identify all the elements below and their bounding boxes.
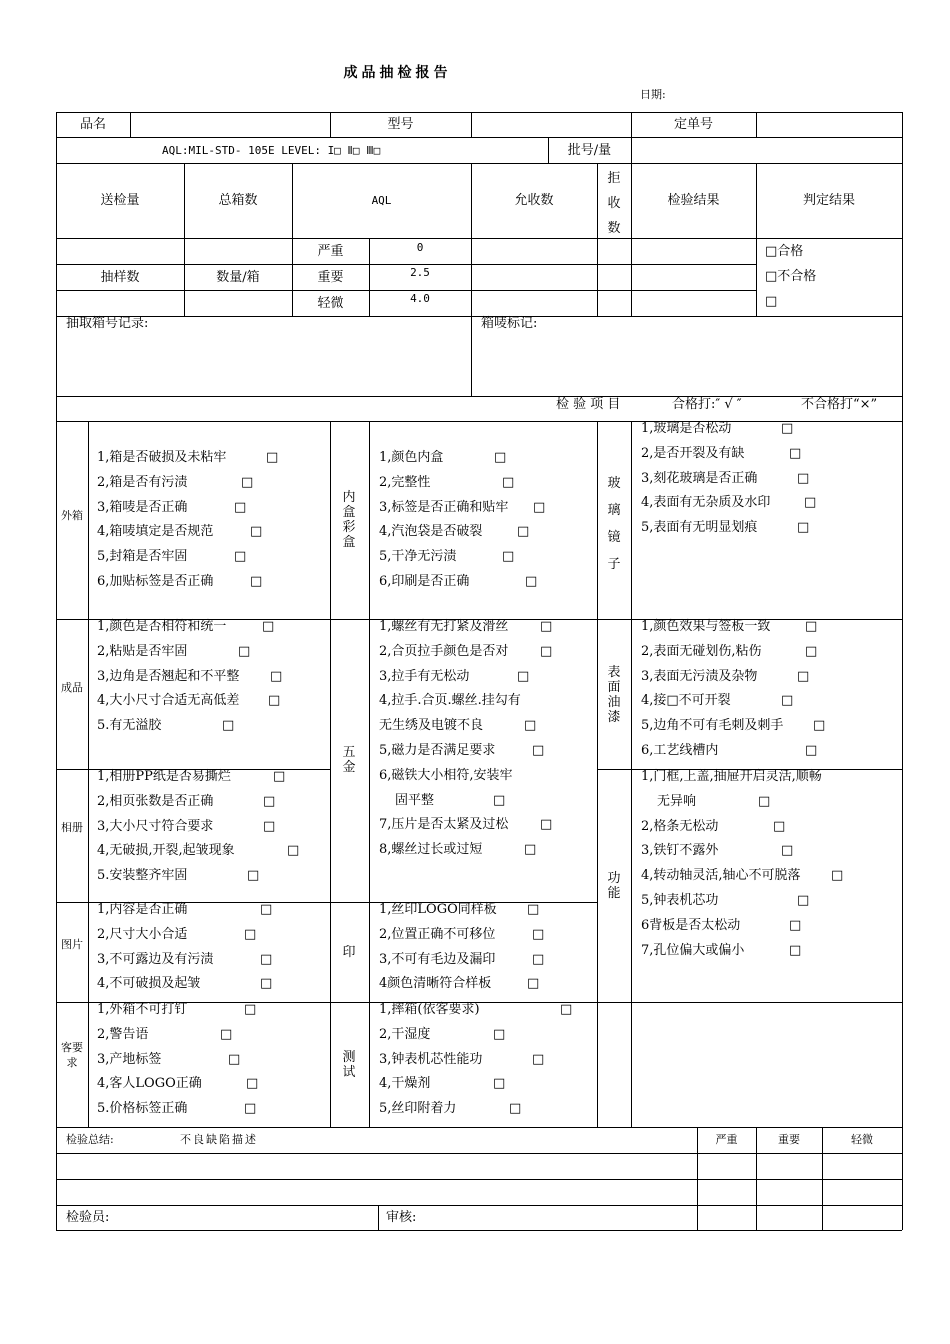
inspection-checkbox-inner-box-6[interactable]: □ (525, 574, 538, 589)
inspection-item-function-1: 1,门框,上盖,抽屉开启灵活,顺畅 (641, 769, 822, 784)
section-title-paint: 表面油漆 (607, 665, 621, 725)
inspection-item-test-3: 3,钟表机芯性能功 (379, 1051, 483, 1067)
date-label: 日期: (640, 88, 666, 101)
inspection-item-hardware-3: 3,拉手有无松动 (379, 668, 470, 684)
inspection-checkbox-print-2[interactable]: □ (532, 926, 545, 942)
order-no-label: 定单号 (673, 117, 713, 132)
inspection-item-print-4: 4颜色清晰符合样板 (379, 976, 492, 992)
inspection-item-hardware-9: 7,压片是否太紧及过松 (379, 817, 509, 833)
inspection-item-test-5: 5,丝印附着力 (379, 1101, 457, 1117)
inspection-item-product-2: 2,粘贴是否牢固 (97, 643, 188, 659)
inspection-item-outer-box-2: 2,箱是否有污渍 (97, 474, 188, 490)
inspection-item-album-3: 3,大小尺寸符合要求 (97, 818, 214, 834)
inspection-item-hardware-10: 8,螺丝过长或过短 (379, 842, 483, 858)
inspection-item-print-3: 3,不可有毛边及漏印 (379, 951, 496, 967)
report-title: 成品抽检报告 (343, 65, 452, 81)
inspection-checkbox-picture-1[interactable]: □ (260, 902, 273, 917)
inspection-item-function-7: 6背板是否太松动 (641, 917, 741, 933)
product-name-field[interactable] (131, 113, 329, 136)
inspection-checkbox-paint-5[interactable]: □ (813, 718, 826, 734)
inspection-item-glass-4: 4,表面有无杂质及水印 (641, 495, 771, 511)
inspection-item-function-3: 2,格条无松动 (641, 818, 719, 834)
inspection-item-function-2: 无异响 (657, 793, 697, 809)
inspection-item-hardware-2: 2,合页拉手颜色是否对 (379, 643, 509, 659)
inspection-checkbox-inner-box-4[interactable]: □ (517, 524, 530, 540)
inspection-checkbox-product-1[interactable]: □ (262, 619, 275, 634)
inspection-item-hardware-7: 6,磁铁大小相符,安装牢 (379, 767, 513, 783)
aql-standard: AQL:MIL-STD- 105E LEVEL: I□ Ⅱ□ Ⅲ□ (162, 144, 381, 157)
aql-major-label: 重要 (317, 270, 344, 285)
inspection-checkbox-hardware-10[interactable]: □ (524, 842, 537, 858)
section-title-outer-box: 外箱 (61, 509, 83, 522)
shipping-mark-field[interactable] (472, 334, 901, 394)
inspection-checkbox-album-1[interactable]: □ (273, 769, 286, 784)
summary-label: 检验总结: (66, 1133, 114, 1146)
inspection-item-customer-4: 4,客人LOGO正确 (97, 1076, 202, 1092)
inspection-item-picture-1: 1,内容是否正确 (97, 902, 188, 917)
inspection-checkbox-print-4[interactable]: □ (527, 976, 540, 992)
inspection-item-album-2: 2,相页张数是否正确 (97, 793, 214, 809)
inspector-label: 检验员: (66, 1210, 110, 1225)
inspection-checkbox-outer-box-3[interactable]: □ (234, 499, 247, 515)
inspection-checkbox-function-8[interactable]: □ (789, 942, 802, 958)
reviewer-label: 审核: (386, 1210, 417, 1225)
aql-label: AQL (371, 194, 392, 207)
section-title-hardware: 五金 (342, 745, 356, 775)
inspection-checkbox-test-3[interactable]: □ (532, 1051, 545, 1067)
inspection-item-product-3: 3,边角是否翘起和不平整 (97, 668, 240, 684)
judgement-other-checkbox[interactable]: □ (765, 294, 778, 309)
section-title-glass: 玻璃镜子 (607, 476, 621, 572)
total-boxes-label: 总箱数 (218, 193, 258, 208)
inspection-checkbox-test-4[interactable]: □ (493, 1076, 506, 1092)
inspection-item-inner-box-3: 3,标签是否正确和贴牢 (379, 499, 509, 515)
inspection-checkbox-product-2[interactable]: □ (238, 643, 251, 659)
inspection-checkbox-glass-4[interactable]: □ (804, 495, 817, 511)
inspection-checkbox-paint-2[interactable]: □ (805, 643, 818, 659)
inspection-item-customer-2: 2,警告语 (97, 1026, 149, 1042)
inspection-checkbox-customer-5[interactable]: □ (244, 1101, 257, 1117)
batch-field[interactable] (632, 138, 901, 162)
inspection-item-outer-box-4: 4,箱唛填定是否规范 (97, 524, 214, 540)
inspection-item-customer-3: 3,产地标签 (97, 1051, 162, 1067)
inspection-checkbox-outer-box-5[interactable]: □ (234, 549, 247, 565)
inspection-checkbox-outer-box-1[interactable]: □ (266, 450, 279, 465)
inspection-items-label: 检 验 项 目 (556, 397, 621, 412)
inspection-item-product-4: 4,大小尺寸合适无高低差 (97, 693, 240, 709)
inspection-checkbox-hardware-3[interactable]: □ (517, 668, 530, 684)
summary-minor-label: 轻微 (851, 1133, 873, 1146)
inspection-item-product-5: 5.有无溢胶 (97, 718, 162, 734)
inspection-checkbox-test-1[interactable]: □ (560, 1002, 573, 1017)
summary-major-label: 重要 (778, 1133, 800, 1146)
inspection-checkbox-inner-box-1[interactable]: □ (494, 450, 507, 465)
section-title-inner-box: 内盒彩盒 (342, 490, 356, 550)
inspection-checkbox-test-5[interactable]: □ (509, 1101, 522, 1117)
inspection-item-hardware-1: 1,螺丝有无打紧及滑丝 (379, 619, 509, 634)
inspection-item-inner-box-5: 5,干净无污渍 (379, 549, 457, 565)
inspection-checkbox-inner-box-5[interactable]: □ (502, 549, 515, 565)
inspection-item-function-5: 4,转动轴灵活,轴心不可脱落 (641, 868, 801, 884)
section-title-product: 成品 (61, 681, 83, 694)
inspection-checkbox-paint-3[interactable]: □ (797, 668, 810, 684)
order-no-field[interactable] (757, 113, 901, 136)
section-title-function: 功能 (607, 871, 621, 901)
inspection-checkbox-function-3[interactable]: □ (773, 818, 786, 834)
inspection-checkbox-hardware-9[interactable]: □ (540, 817, 553, 833)
inspection-checkbox-album-4[interactable]: □ (287, 843, 300, 859)
inspection-checkbox-hardware-6[interactable]: □ (532, 743, 545, 758)
inspection-item-glass-5: 5,表面有无明显划痕 (641, 520, 758, 536)
fail-mark-instruction: 不合格打“×” (801, 397, 878, 412)
inspection-item-glass-2: 2,是否开裂及有缺 (641, 445, 745, 461)
qty-per-box-label: 数量/箱 (216, 270, 260, 285)
reject-count-label: 拒收数 (607, 171, 621, 236)
section-title-test: 测试 (342, 1050, 356, 1080)
inspection-checkbox-function-4[interactable]: □ (781, 843, 794, 859)
inspection-item-test-1: 1,摔箱(依客要求) (379, 1002, 480, 1017)
aql-minor-value: 4.0 (410, 292, 430, 305)
inspection-checkbox-picture-4[interactable]: □ (260, 976, 273, 992)
inspection-item-hardware-6: 5,磁力是否满足要求 (379, 743, 496, 758)
inspection-item-paint-4: 4,接□不可开裂 (641, 693, 731, 709)
inspection-checkbox-glass-2[interactable]: □ (789, 445, 802, 461)
inspection-checkbox-hardware-8[interactable]: □ (493, 792, 506, 808)
section-title-album: 相册 (61, 821, 83, 834)
inspection-checkbox-outer-box-6[interactable]: □ (250, 574, 263, 589)
inspection-item-function-4: 3,铁钉不露外 (641, 843, 719, 859)
inspection-checkbox-customer-2[interactable]: □ (220, 1026, 233, 1042)
defect-description-label: 不良缺陷描述 (180, 1133, 258, 1146)
sample-count-label: 抽样数 (100, 270, 140, 285)
inspection-item-album-4: 4,无破损,开裂,起皱现象 (97, 843, 235, 859)
inspection-item-hardware-8: 固平整 (395, 792, 435, 808)
inspection-checkbox-paint-6[interactable]: □ (805, 743, 818, 758)
judgement-fail-checkbox[interactable]: □不合格 (765, 269, 817, 284)
inspection-checkbox-glass-3[interactable]: □ (797, 470, 810, 486)
inspection-checkbox-function-6[interactable]: □ (797, 893, 810, 908)
inspection-item-paint-3: 3,表面无污渍及杂物 (641, 668, 758, 684)
inspection-item-glass-3: 3,刻花玻璃是否正确 (641, 470, 758, 486)
inspect-qty-label: 送检量 (100, 193, 140, 208)
inspection-item-function-8: 7,孔位偏大或偏小 (641, 942, 745, 958)
inspection-item-hardware-5: 无生绣及电镀不良 (379, 718, 484, 734)
inspection-item-inner-box-1: 1,颜色内盒 (379, 450, 444, 465)
inspection-checkbox-album-3[interactable]: □ (263, 818, 276, 834)
inspection-item-album-5: 5.安装整齐牢固 (97, 868, 188, 884)
inspection-item-paint-6: 6,工艺线槽内 (641, 743, 719, 758)
inspection-checkbox-hardware-2[interactable]: □ (540, 643, 553, 659)
inspection-checkbox-test-2[interactable]: □ (493, 1026, 506, 1042)
shipping-mark-label: 箱唛标记: (481, 316, 538, 331)
judgement-pass-checkbox[interactable]: □合格 (765, 244, 804, 259)
aql-critical-value: 0 (416, 241, 424, 254)
inspection-checkbox-paint-4[interactable]: □ (781, 693, 794, 709)
product-name-label: 品名 (79, 117, 106, 132)
inspection-item-customer-5: 5.价格标签正确 (97, 1101, 188, 1117)
box-record-label: 抽取箱号记录: (66, 316, 149, 331)
inspection-item-inner-box-6: 6,印刷是否正确 (379, 574, 470, 589)
inspection-item-picture-2: 2,尺寸大小合适 (97, 926, 188, 942)
inspection-item-outer-box-6: 6,加贴标签是否正确 (97, 574, 214, 589)
inspection-item-album-1: 1,相册PP纸是否易撕烂 (97, 769, 231, 784)
aql-minor-label: 轻微 (317, 296, 344, 311)
inspection-checkbox-paint-1[interactable]: □ (805, 619, 818, 634)
inspection-checkbox-print-1[interactable]: □ (527, 902, 540, 917)
inspection-checkbox-outer-box-2[interactable]: □ (241, 474, 254, 490)
inspection-item-paint-5: 5,边角不可有毛刺及刺手 (641, 718, 784, 734)
inspection-item-picture-4: 4,不可破损及起皱 (97, 976, 201, 992)
inspection-item-glass-1: 1,玻璃是否松动 (641, 421, 732, 436)
inspection-checkbox-inner-box-3[interactable]: □ (533, 499, 546, 515)
inspection-checkbox-product-4[interactable]: □ (268, 693, 281, 709)
inspection-checkbox-glass-5[interactable]: □ (797, 520, 810, 536)
inspection-item-paint-2: 2,表面无碰划伤,粘伤 (641, 643, 762, 659)
inspection-checkbox-picture-2[interactable]: □ (244, 926, 257, 942)
inspection-item-product-1: 1,颜色是否相符和统一 (97, 619, 227, 634)
inspection-checkbox-album-5[interactable]: □ (247, 868, 260, 884)
inspection-item-hardware-4: 4,拉手.合页.螺丝.挂勾有 (379, 693, 521, 709)
inspection-item-test-2: 2,干湿度 (379, 1026, 431, 1042)
inspection-checkbox-customer-4[interactable]: □ (246, 1076, 259, 1092)
inspection-item-test-4: 4,干燥剂 (379, 1076, 431, 1092)
aql-major-value: 2.5 (410, 266, 430, 279)
inspection-item-paint-1: 1,颜色效果与签板一致 (641, 619, 771, 634)
section-title-customer: 客要求 (61, 1041, 83, 1069)
inspection-checkbox-function-7[interactable]: □ (789, 917, 802, 933)
inspection-checkbox-customer-3[interactable]: □ (228, 1051, 241, 1067)
model-label: 型号 (387, 117, 414, 132)
section-title-print: 印 (342, 945, 356, 960)
inspection-checkbox-inner-box-2[interactable]: □ (502, 474, 515, 490)
inspection-item-print-2: 2,位置正确不可移位 (379, 926, 496, 942)
accept-count-label: 允收数 (514, 193, 554, 208)
model-field[interactable] (472, 113, 630, 136)
inspection-checkbox-product-3[interactable]: □ (270, 668, 283, 684)
inspection-checkbox-function-2[interactable]: □ (758, 793, 771, 809)
inspection-checkbox-picture-3[interactable]: □ (260, 951, 273, 967)
inspector-field[interactable] (130, 1206, 376, 1229)
pass-mark-instruction: 合格打:″ √ ″ (672, 397, 742, 412)
judgement-label: 判定结果 (802, 193, 855, 208)
inspection-checkbox-glass-1[interactable]: □ (781, 421, 794, 436)
inspection-item-outer-box-1: 1,箱是否破损及未粘牢 (97, 450, 227, 465)
inspection-item-function-6: 5,钟表机芯功 (641, 893, 719, 908)
box-record-field[interactable] (57, 334, 470, 394)
inspection-item-picture-3: 3,不可露边及有污渍 (97, 951, 214, 967)
inspection-checkbox-customer-1[interactable]: □ (244, 1002, 257, 1017)
inspect-result-label: 检验结果 (667, 193, 720, 208)
inspection-item-outer-box-5: 5,封箱是否牢固 (97, 549, 188, 565)
summary-critical-label: 严重 (715, 1133, 738, 1146)
inspection-item-customer-1: 1,外箱不可打钉 (97, 1002, 188, 1017)
inspection-item-inner-box-4: 4,汽泡袋是否破裂 (379, 524, 483, 540)
inspection-checkbox-outer-box-4[interactable]: □ (250, 524, 263, 540)
inspection-checkbox-product-5[interactable]: □ (222, 718, 235, 734)
inspection-checkbox-print-3[interactable]: □ (532, 951, 545, 967)
inspection-checkbox-hardware-5[interactable]: □ (524, 718, 537, 734)
inspection-checkbox-album-2[interactable]: □ (263, 793, 276, 809)
inspection-checkbox-function-5[interactable]: □ (831, 868, 844, 884)
batch-label: 批号/量 (567, 143, 612, 158)
section-title-picture: 图片 (61, 938, 83, 951)
aql-critical-label: 严重 (317, 244, 344, 259)
inspection-item-inner-box-2: 2,完整性 (379, 474, 431, 490)
defect-description-field[interactable] (57, 1154, 696, 1204)
inspection-item-print-1: 1,丝印LOGO同样板 (379, 902, 497, 917)
inspection-item-outer-box-3: 3,箱唛是否正确 (97, 499, 188, 515)
reviewer-field[interactable] (430, 1206, 696, 1229)
inspection-checkbox-hardware-1[interactable]: □ (540, 619, 553, 634)
